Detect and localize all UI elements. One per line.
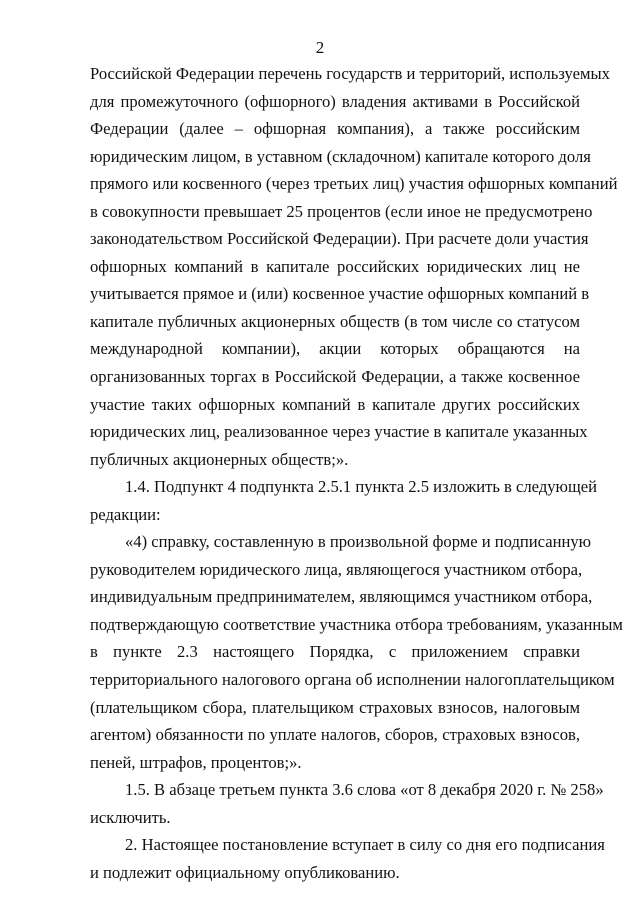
text-line: организованных торгах в Российской Федерации, а также косвенное [90,367,580,387]
text-line: законодательством Российской Федерации). При расчете доли участия [90,229,589,249]
text-line: (плательщиком сбора, плательщиком страховых взносов, налоговым [90,697,580,717]
text-line: исключить. [90,807,171,827]
text-line: пеней, штрафов, процентов;». [90,752,302,772]
text-line: руководителем юридического лица, являющегося участником отбора, [90,559,583,579]
page-number: 2 [315,38,325,57]
text-line: международной компании), акции которых обращаются на [90,339,580,359]
text-line: юридических лиц, реализованное через участие в капитале указанных [90,422,588,442]
text-line: подтверждающую соответствие участника отбора требованиям, указанным [90,614,623,634]
paragraph [90,831,605,886]
text-line: в пункте 2.3 настоящего Порядка, с приложением справки [90,642,580,662]
text-line: офшорных компаний в капитале российских юридических лиц не [90,256,580,276]
text-line: участие таких офшорных компаний в капитале других российских [90,394,580,414]
text-line: агентом) обязанности по уплате налогов, сборов, страховых взносов, [90,725,580,745]
text-line: 1.4. Подпункт 4 подпункта 2.5.1 пункта 2.5 изложить в следующей [125,477,597,497]
text-line: юридическим лицом, в уставном (складочном) капитале которого доля [90,146,591,166]
text-line: в совокупности превышает 25 процентов (если иное не предусмотрено [90,201,593,221]
text-line: «4) справку, составленную в произвольной форме и подписанную [125,532,592,552]
text-line: учитывается прямое и (или) косвенное участие офшорных компаний в [90,284,590,304]
paragraph [90,473,597,528]
text-line: редакции: [90,504,161,524]
text-line: 2. Настоящее постановление вступает в силу со дня его подписания [125,835,605,855]
text-line: 1.5. В абзаце третьем пункта 3.6 слова «от 8 декабря 2020 г. № 258» [125,780,604,800]
text-line: публичных акционерных обществ;». [90,449,349,469]
text-line: и подлежит официальному опубликованию. [90,862,400,882]
text-line: Федерации (далее – офшорная компания), а также российским [90,119,580,139]
paragraph [90,776,604,831]
document-body [90,60,623,886]
text-line: капитале публичных акционерных обществ (в том числе со статусом [90,311,580,331]
paragraph [90,528,623,776]
text-line: индивидуальным предпринимателем, являющимся участником отбора, [90,587,593,607]
paragraph [90,60,618,473]
text-line: прямого или косвенного (через третьих лиц) участия офшорных компаний [90,174,618,194]
text-line: для промежуточного (офшорного) владения активами в Российской [90,91,580,111]
text-line: территориального налогового органа об исполнении налогоплательщиком [90,670,615,690]
text-line: Российской Федерации перечень государств и территорий, используемых [90,64,610,83]
